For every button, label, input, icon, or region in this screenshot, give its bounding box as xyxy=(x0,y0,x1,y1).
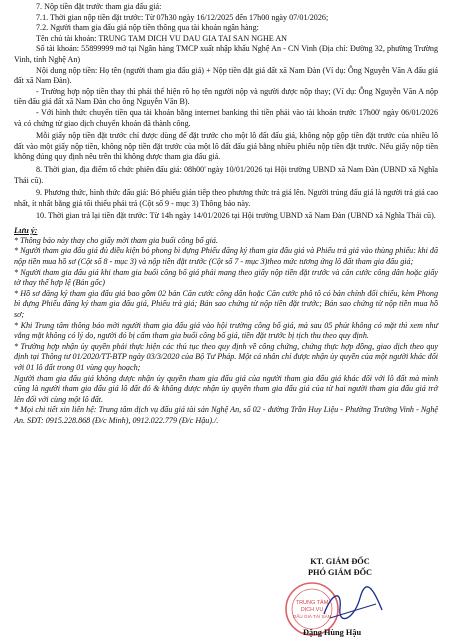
internet-banking: - Với hình thức chuyển tiền qua tài khoản bằng internet banking thì tiền phải vào tài khoản trước 17h00' ngày 06/01/2026 và có chứng từ giao dịch chuyển khoản đã thành công. xyxy=(14,107,438,128)
signature-title-2: PHÓ GIÁM ĐỐC xyxy=(307,568,373,577)
section-10: 10. Thời gian trả lại tiền đặt trước: Từ 14h ngày 14/01/2026 tại Hội trường UBND xã Nam Đàn (UBND xã Nghĩa Thái cũ). xyxy=(36,211,436,221)
svg-text:DỊCH VỤ: DỊCH VỤ xyxy=(300,607,324,613)
note-6: * Trường hợp nhận ủy quyền phải thực hiện các thủ tục theo quy định về công chứng, chứng thực hợp đồng, giao dịch theo quy định tại Thông tư 01/2020/TT-BTP ngày 03/3/2020 của Bộ Tư Pháp. Một cá nhân chỉ được nhận ủy quyền của một người khác đối với 01 lô đất trong 01 vùng quy hoạch; xyxy=(14,341,438,372)
notes-heading: Lưu ý: xyxy=(14,225,38,235)
handwritten-signature xyxy=(320,584,390,626)
one-lot-rule: Mỗi giấy nộp tiền đặt trước chỉ được dùng để đặt trước cho một lô đất đấu giá, không nộp gộp tiền đặt trước của nhiều lô đất vào một giấy nộp tiền, không nộp tiền đặt trước của một lô đất đấu giá bằng nhiều phiếu nộp tiền đặt trước. Nếu giấy nộp tiền không đúng quy định nêu trên thì không được tham gia đấu giá. xyxy=(14,131,438,162)
note-5: * Khi Trung tâm thông báo mời người tham gia đấu giá vào hội trường công bố giá, mà sau 05 phút không có mặt thì xem như vắng mặt không có lý do, người đó bị cấm tham gia buổi công bố giá, tiền đặt trước bị tịch thu theo quy định. xyxy=(14,320,438,341)
note-3: * Người tham gia đấu giá khi tham gia buổi công bố giá phải mang theo giấy nộp tiền đặt trước và căn cước công dân hoặc giấy tờ thay thế hợp lệ (Bản gốc) xyxy=(14,267,438,288)
note-1: * Thông báo này thay cho giấy mời tham gia buổi công bố giá. xyxy=(14,235,218,245)
section-8: 8. Thời gian, địa điểm tổ chức phiên đấu giá: 08h00' ngày 10/01/2026 tại Hội trường UBND xã Nam Đàn (UBND xã Nghĩa Thái cũ). xyxy=(14,164,438,185)
signature-title-1: KT. GIÁM ĐỐC xyxy=(310,557,370,566)
payment-content: Nội dung nộp tiền: Họ tên (người tham gia đấu giá) + Nộp tiền đặt giá đất xã Nam Đàn (Ví dụ: Ông Nguyễn Văn A đấu giá đất xã Nam Đàn). xyxy=(14,65,438,86)
section-7-title: 7. Nộp tiền đặt trước tham gia đấu giá: xyxy=(36,2,162,11)
svg-text:TRUNG TÂM: TRUNG TÂM xyxy=(295,600,329,606)
signer-name: Đặng Hùng Hậu xyxy=(303,628,362,637)
svg-text:ĐẤU GIÁ TÀI SẢN: ĐẤU GIÁ TÀI SẢN xyxy=(293,614,331,619)
note-2: * Người tham gia đấu giá đủ điều kiện bỏ phong bì đựng Phiếu đăng ký tham gia đấu giá và Phiếu trả giá vào thùng phiếu: khi đã nộp tiền mua hồ sơ (Cột số 8 - mục 3) và nộp tiền đặt trước (Cột số 7 - mục 3)theo mức tương ứng lô đất tham gia đấu giá; xyxy=(14,246,438,267)
note-8: * Mọi chi tiết xin liên hệ: Trung tâm dịch vụ đấu giá tài sản Nghệ An, số 02 - đường Trần Huy Liệu - Phường Trường Vinh - Nghệ An. SĐT: 0915.228.868 (Đ/c Minh), 0912.022.779 (Đ/c Hậu)./. xyxy=(14,405,438,425)
note-4: * Hồ sơ đăng ký tham gia đấu giá bao gồm 02 bản Căn cước công dân hoặc Căn cước phô tô có bản chính đối chiếu, kèm Phong bì đựng Phiếu đăng ký tham gia đấu giá, Phiếu trả giá; Bản sao chứng từ nộp tiền đặt trước; Bản sao chứng từ nộp tiền mua hồ sơ; xyxy=(14,288,438,320)
note-7: Người tham gia đấu giá không được nhận ủy quyền tham gia đấu giá của người tham gia đấu giá khác đối với lô đất mà mình cũng là người tham gia đấu giá lô đất đó & không được nhận ủy quyền tham gia đấu giá của từ hai người tham gia đấu giá trở lên đối với cùng một lô đất. xyxy=(14,373,438,404)
section-9: 9. Phương thức, hình thức đấu giá: Bỏ phiếu gián tiếp theo phương thức trả giá lên. Người trúng đấu giá là người trả giá cao nhất, ít nhất bằng giá tối thiểu phải trả (Cột số 9 - mục 3) Thông báo này. xyxy=(14,188,438,208)
account-name: Tên chủ tài khoản: TRUNG TAM DICH VU DAU GIA TAI SAN NGHE AN xyxy=(36,33,288,43)
proxy-payment: - Trường hợp nộp tiền thay thì phải thể hiện rõ họ tên người nộp và người được nộp thay; (Ví dụ: Ông Nguyễn Văn A nộp tiền đấu giá đất xã Nam Đàn cho ông Nguyễn Văn B). xyxy=(14,86,438,107)
signature-block xyxy=(245,556,435,578)
section-7-2: 7.2. Người tham gia đấu giá nộp tiền thông qua tài khoản ngân hàng: xyxy=(36,23,259,33)
section-7-1: 7.1. Thời gian nộp tiền đặt trước: Từ 07h30 ngày 16/12/2025 đến 17h00 ngày 07/01/2026; xyxy=(36,12,329,22)
account-number: Số tài khoản: 55899999 mở tại Ngân hàng TMCP xuất nhập khẩu Nghệ An - CN Vinh (Địa chỉ: Đường 32, phường Trường Vinh, tỉnh Nghệ An) xyxy=(14,44,438,64)
